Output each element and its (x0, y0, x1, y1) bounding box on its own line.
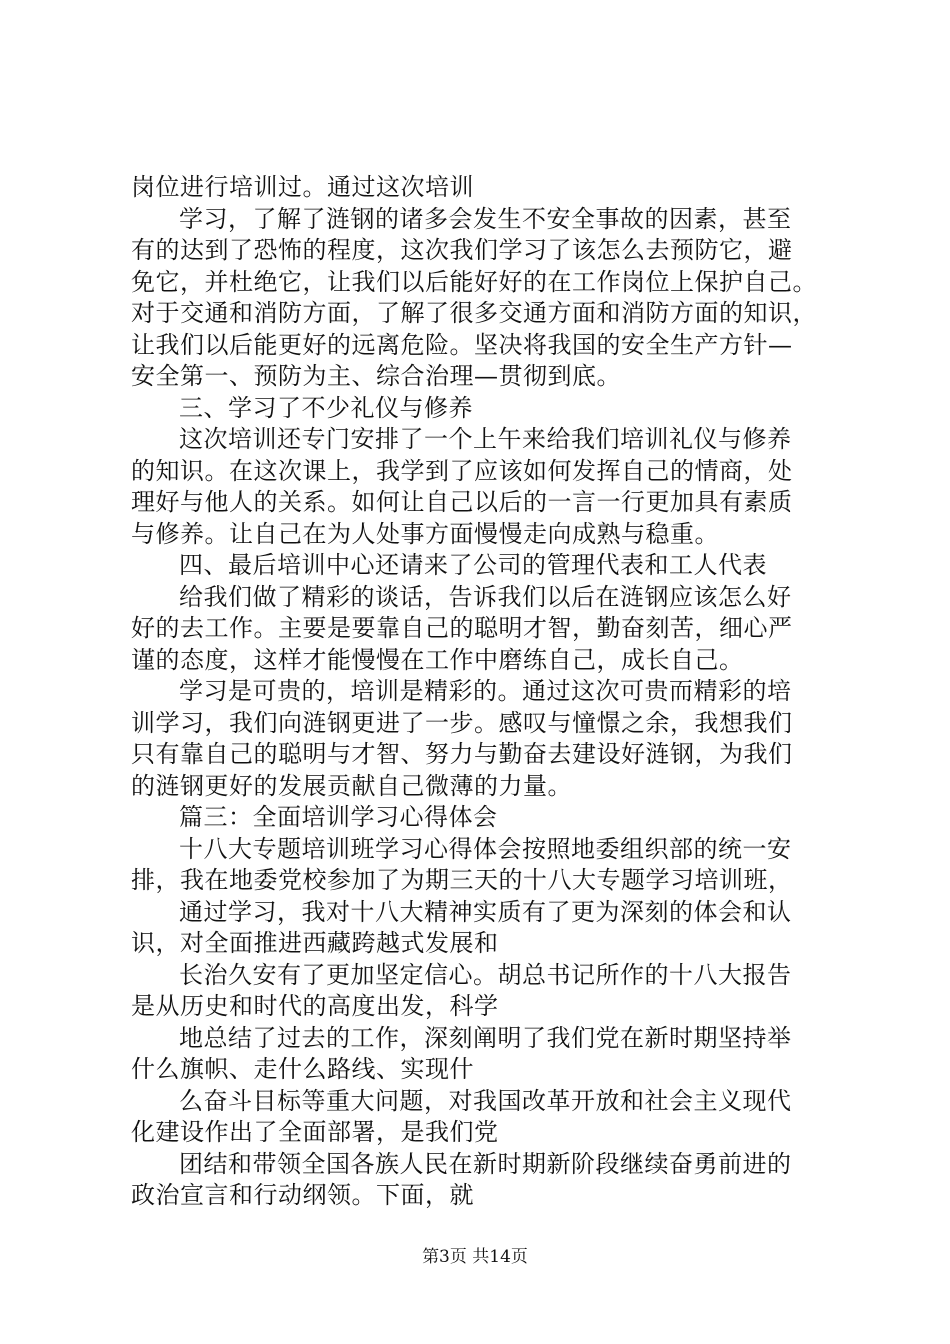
text-line: 理好与他人的关系。如何让自己以后的一言一行更加具有素质 (131, 488, 793, 516)
text-line: 让我们以后能更好的远离危险。坚决将我国的安全生产方针— (131, 330, 793, 359)
text-line: 学习，了解了涟钢的诸多会发生不安全事故的因素，甚至 (179, 204, 792, 233)
text-line: 地总结了过去的工作，深刻阐明了我们党在新时期坚持举 (179, 1023, 792, 1052)
text-line: 团结和带领全国各族人民在新时期新阶段继续奋勇前进的 (179, 1149, 792, 1178)
text-line: 篇三：全面培训学习心得体会 (179, 803, 498, 831)
text-line: 好的去工作。主要是要靠自己的聪明才智，勤奋刻苦，细心严 (131, 614, 793, 642)
text-line: 四、最后培训中心还请来了公司的管理代表和工人代表 (179, 551, 767, 579)
text-line: 谨的态度，这样才能慢慢在工作中磨练自己，成长自己。 (131, 645, 744, 674)
text-line: 这次培训还专门安排了一个上午来给我们培训礼仪与修养 (179, 425, 792, 453)
text-line: 训学习，我们向涟钢更进了一步。感叹与憧憬之余，我想我们 (131, 708, 793, 737)
text-line: 与修养。让自己在为人处事方面慢慢走向成熟与稳重。 (131, 519, 719, 548)
text-line: 什么旗帜、走什么路线、实现什 (131, 1055, 474, 1083)
text-line: 的知识。在这次课上，我学到了应该如何发挥自己的情商，处 (131, 456, 793, 485)
text-line: 对于交通和消防方面，了解了很多交通方面和消防方面的知识， (131, 299, 817, 327)
text-line: 免它，并杜绝它，让我们以后能好好的在工作岗位上保护自己。 (131, 267, 817, 296)
text-line: 么奋斗目标等重大问题，对我国改革开放和社会主义现代 (179, 1086, 792, 1115)
text-line: 识，对全面推进西藏跨越式发展和 (131, 929, 499, 957)
text-line: 的涟钢更好的发展贡献自己微薄的力量。 (131, 771, 572, 800)
text-line: 三、学习了不少礼仪与修养 (179, 393, 473, 422)
text-line: 长治久安有了更加坚定信心。胡总书记所作的十八大报告 (179, 960, 792, 989)
text-line: 学习是可贵的，培训是精彩的。通过这次可贵而精彩的培 (179, 677, 792, 705)
text-line: 有的达到了恐怖的程度，这次我们学习了该怎么去预防它，避 (131, 236, 793, 264)
page-footer: 第3页 共14页 (422, 1247, 528, 1267)
document-body (131, 172, 851, 1212)
text-line: 只有靠自己的聪明与才智、努力与勤奋去建设好涟钢，为我们 (131, 740, 793, 768)
text-line: 安全第一、预防为主、综合治理—贯彻到底。 (131, 362, 621, 390)
text-line: 排，我在地委党校参加了为期三天的十八大专题学习培训班， (131, 866, 793, 894)
text-line: 岗位进行培训过。通过这次培训 (131, 173, 474, 201)
text-line: 化建设作出了全面部署，是我们党 (131, 1118, 499, 1146)
text-line: 通过学习，我对十八大精神实质有了更为深刻的体会和认 (179, 897, 792, 926)
text-line: 给我们做了精彩的谈话，告诉我们以后在涟钢应该怎么好 (179, 582, 792, 611)
text-line: 十八大专题培训班学习心得体会按照地委组织部的统一安 (179, 834, 792, 863)
text-line: 是从历史和时代的高度出发，科学 (131, 992, 499, 1020)
text-line: 政治宣言和行动纲领。下面，就 (131, 1181, 474, 1209)
